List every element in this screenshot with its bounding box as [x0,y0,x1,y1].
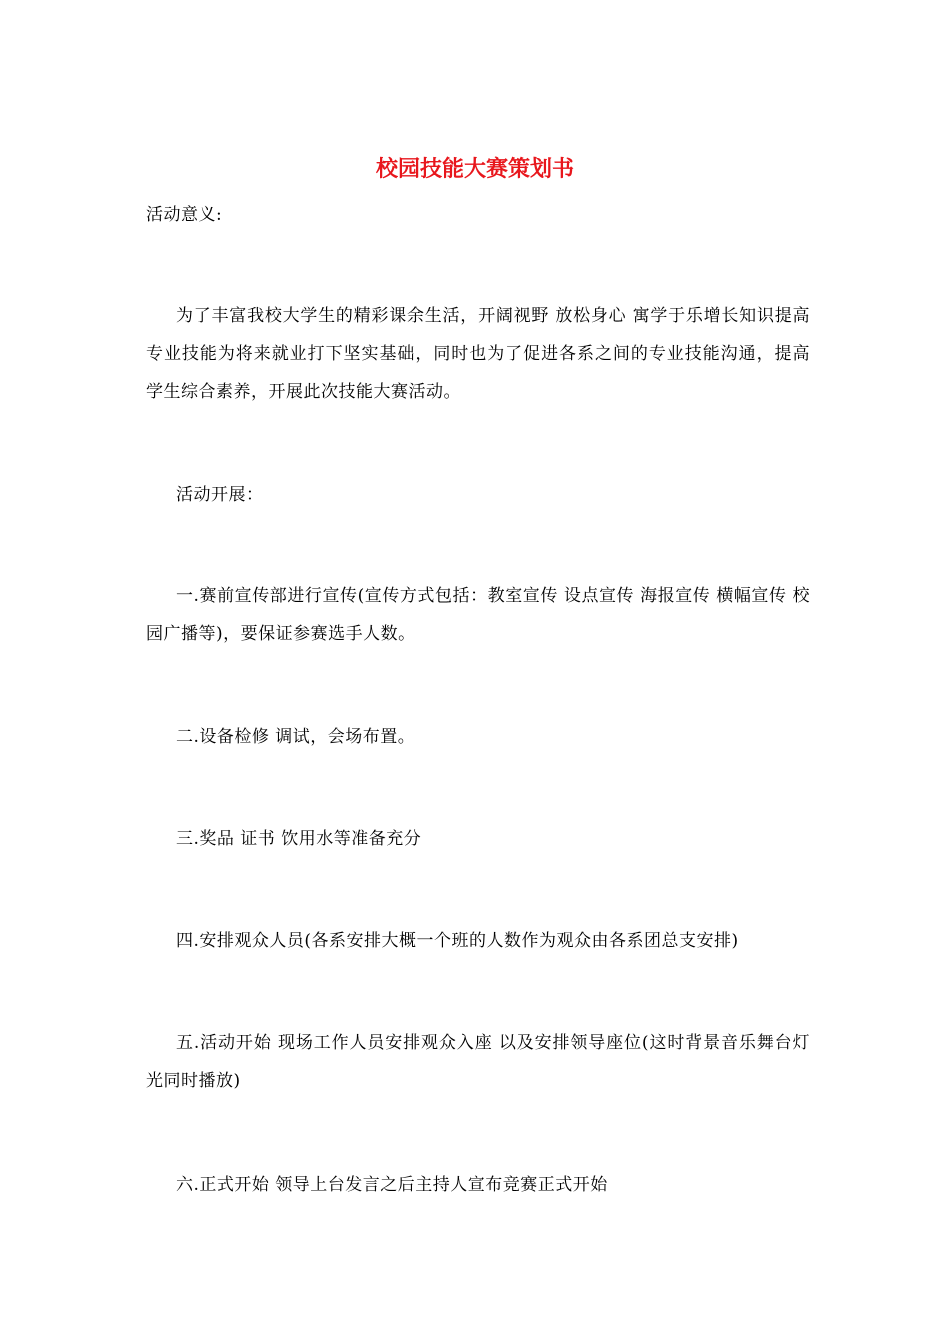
list-item-equipment: 二.设备检修 调试，会场布置。 [176,727,416,747]
list-item-prizes: 三.奖品 证书 饮用水等准备充分 [176,829,422,849]
list-item-official-start: 六.正式开始 领导上台发言之后主持人宣布竞赛正式开始 [176,1175,608,1195]
list-item-activity-start: 五.活动开始 现场工作人员安排观众入座 以及安排领导座位(这时背景音乐舞台灯光同时播放) [146,1033,810,1091]
list-item-audience: 四.安排观众人员(各系安排大概一个班的人数作为观众由各系团总支安排) [176,931,739,951]
development-label: 活动开展： [176,485,264,505]
meaning-paragraph: 为了丰富我校大学生的精彩课余生活，开阔视野 放松身心 寓学于乐增长知识提高专业技能为将来就业打下坚实基础，同时也为了促进各系之间的专业技能沟通，提高学生综合素养，开展此次技能大赛活动。 [146,306,810,402]
list-item-publicity: 一.赛前宣传部进行宣传(宣传方式包括：教室宣传 设点宣传 海报宣传 横幅宣传 校园广播等)，要保证参赛选手人数。 [146,586,810,644]
meaning-label: 活动意义: [146,205,223,225]
page-title: 校园技能大赛策划书 [375,156,574,182]
